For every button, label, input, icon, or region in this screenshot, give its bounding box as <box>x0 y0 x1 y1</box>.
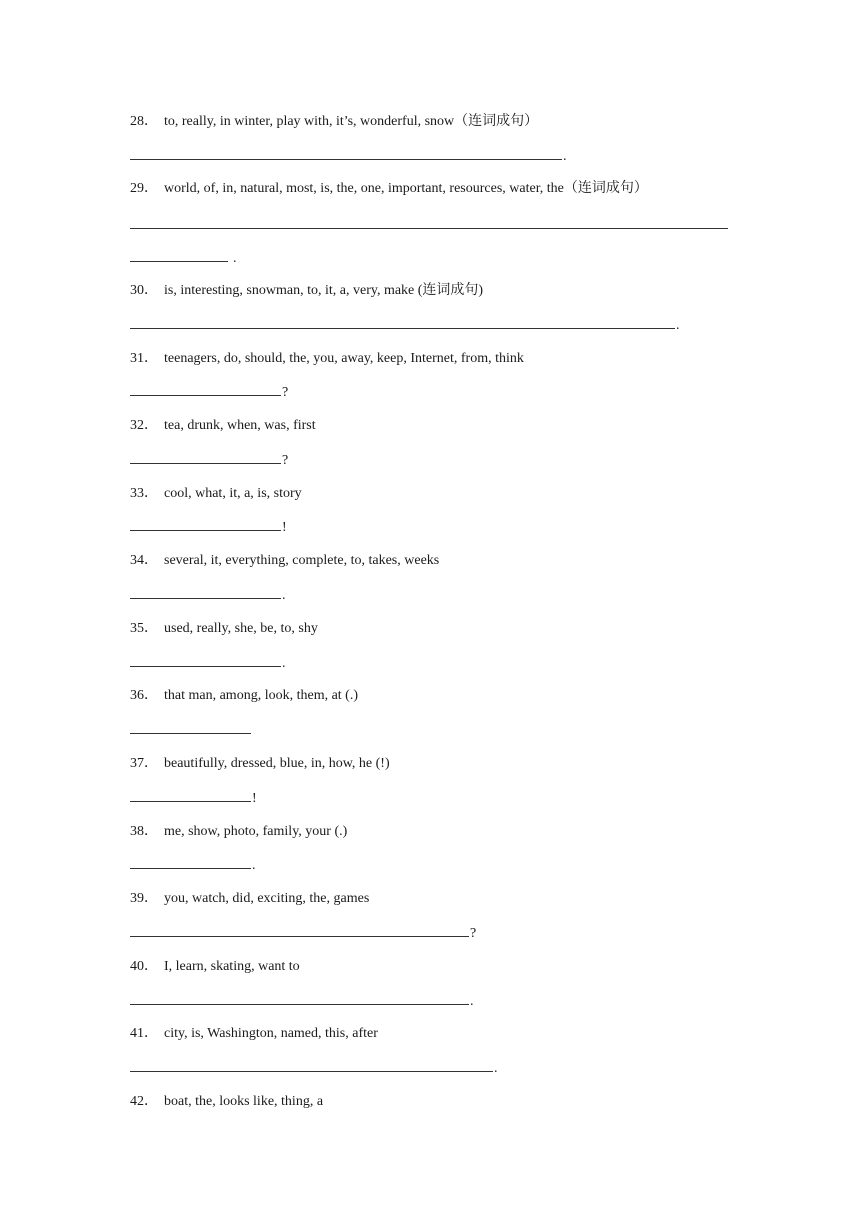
answer-blank[interactable] <box>130 654 281 667</box>
question-37 <box>130 755 390 773</box>
answer-line-30 <box>130 316 680 335</box>
answer-line-29b <box>130 249 237 268</box>
question-number: 41． <box>130 1026 158 1041</box>
end-punctuation: . <box>676 318 680 333</box>
question-41 <box>130 1025 378 1043</box>
question-prompt: teenagers, do, should, the, you, away, keep, Internet, from, think <box>164 351 524 366</box>
question-prompt: cool, what, it, a, is, story <box>164 486 302 501</box>
question-prompt: city, is, Washington, named, this, after <box>164 1026 378 1041</box>
answer-blank[interactable] <box>130 789 251 802</box>
answer-line-39 <box>130 924 476 943</box>
question-39 <box>130 890 369 908</box>
answer-line-32 <box>130 451 288 470</box>
question-30 <box>130 282 483 300</box>
question-number: 36． <box>130 688 158 703</box>
answer-line-35 <box>130 654 286 673</box>
question-35 <box>130 620 318 638</box>
question-prompt: you, watch, did, exciting, the, games <box>164 891 370 906</box>
question-prompt: boat, the, looks like, thing, a <box>164 1094 324 1109</box>
question-prompt: I, learn, skating, want to <box>164 959 300 974</box>
question-number: 40． <box>130 959 158 974</box>
question-number: 34． <box>130 553 158 568</box>
question-number: 42． <box>130 1094 158 1109</box>
end-punctuation: ? <box>470 926 477 941</box>
answer-line-34 <box>130 586 286 605</box>
answer-blank[interactable] <box>130 1059 493 1072</box>
answer-line-36 <box>130 721 252 740</box>
question-32 <box>130 417 316 435</box>
question-number: 37． <box>130 756 158 771</box>
question-prompt: used, really, she, be, to, shy <box>164 621 318 636</box>
answer-line-29a <box>130 216 728 235</box>
question-prompt: is, interesting, snowman, to, it, a, very, make (连词成句) <box>164 283 484 298</box>
answer-line-38 <box>130 856 256 875</box>
answer-blank[interactable] <box>130 721 251 734</box>
answer-blank[interactable] <box>130 856 251 869</box>
end-punctuation: . <box>282 588 286 603</box>
question-number: 35． <box>130 621 158 636</box>
question-prompt: beautifully, dressed, blue, in, how, he (!) <box>164 756 390 771</box>
question-33 <box>130 485 302 503</box>
answer-blank[interactable] <box>130 216 728 229</box>
question-number: 38． <box>130 824 158 839</box>
end-punctuation: ! <box>282 520 287 535</box>
question-42 <box>130 1093 323 1111</box>
question-prompt: tea, drunk, when, was, first <box>164 418 316 433</box>
question-prompt: that man, among, look, them, at (.) <box>164 688 359 703</box>
question-36 <box>130 687 358 705</box>
answer-line-28 <box>130 147 567 166</box>
answer-blank[interactable] <box>130 249 228 262</box>
question-number: 31． <box>130 351 158 366</box>
answer-blank[interactable] <box>130 924 469 937</box>
answer-line-33 <box>130 518 287 537</box>
end-punctuation: . <box>494 1061 498 1076</box>
answer-blank[interactable] <box>130 316 675 329</box>
question-28 <box>130 113 538 131</box>
answer-line-31 <box>130 383 288 402</box>
end-punctuation: ? <box>282 453 289 468</box>
end-punctuation: . <box>282 656 286 671</box>
question-40 <box>130 958 300 976</box>
answer-blank[interactable] <box>130 992 469 1005</box>
question-number: 28． <box>130 114 158 129</box>
end-punctuation: . <box>233 251 237 266</box>
question-number: 29． <box>130 181 158 196</box>
answer-blank[interactable] <box>130 383 281 396</box>
end-punctuation: ! <box>252 791 257 806</box>
question-prompt: to, really, in winter, play with, it’s, wonderful, snow（连词成句） <box>164 114 539 129</box>
question-number: 30． <box>130 283 158 298</box>
answer-line-40 <box>130 992 474 1011</box>
question-number: 32． <box>130 418 158 433</box>
question-38 <box>130 823 347 841</box>
question-34 <box>130 552 439 570</box>
question-prompt: several, it, everything, complete, to, takes, weeks <box>164 553 440 568</box>
end-punctuation: . <box>470 994 474 1009</box>
question-29 <box>130 180 648 198</box>
question-31 <box>130 350 524 368</box>
end-punctuation: ? <box>282 385 289 400</box>
question-number: 39． <box>130 891 158 906</box>
question-prompt: world, of, in, natural, most, is, the, one, important, resources, water, the（连词成句） <box>164 181 648 196</box>
answer-blank[interactable] <box>130 586 281 599</box>
question-number: 33． <box>130 486 158 501</box>
answer-line-37 <box>130 789 257 808</box>
answer-blank[interactable] <box>130 518 281 531</box>
end-punctuation: . <box>252 858 256 873</box>
end-punctuation: . <box>563 149 567 164</box>
answer-blank[interactable] <box>130 451 281 464</box>
answer-blank[interactable] <box>130 147 562 160</box>
answer-line-41 <box>130 1059 498 1078</box>
question-prompt: me, show, photo, family, your (.) <box>164 824 348 839</box>
